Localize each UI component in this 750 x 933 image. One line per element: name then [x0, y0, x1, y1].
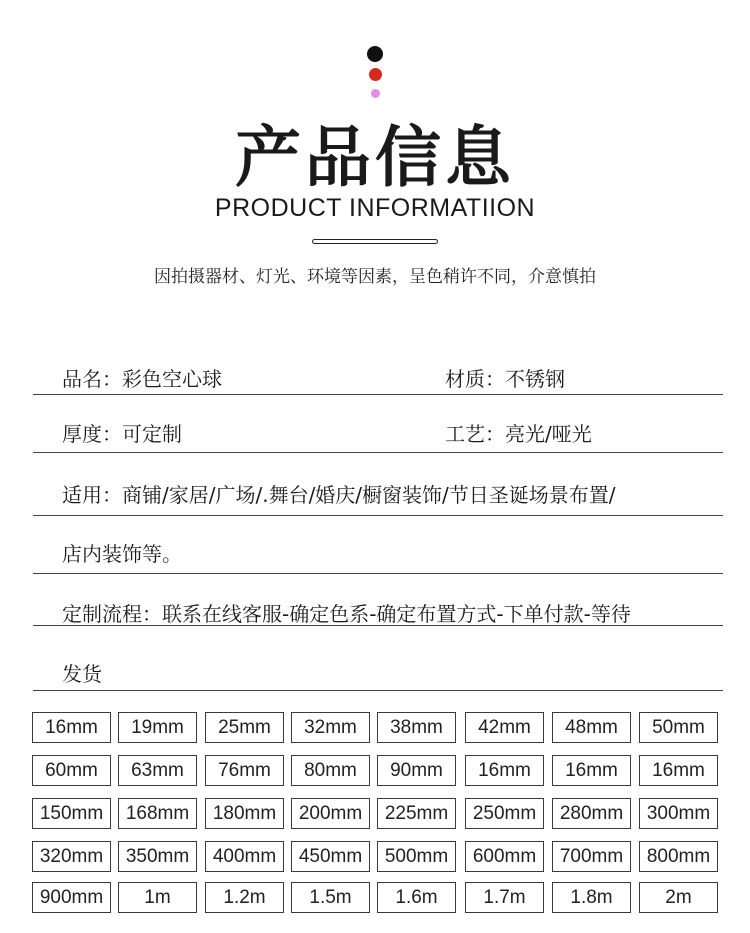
size-option: 16mm [639, 755, 718, 786]
size-option: 168mm [118, 798, 197, 829]
size-option: 225mm [377, 798, 456, 829]
size-option: 1.5m [291, 882, 370, 913]
size-option: 2m [639, 882, 718, 913]
size-option: 48mm [552, 712, 631, 743]
size-option: 60mm [32, 755, 111, 786]
spec-process-line1: 定制流程：联系在线客服-确定色系-确定布置方式-下单付款-等待 [62, 602, 631, 626]
title-divider [312, 239, 438, 244]
page-title: 产品信息 [235, 119, 515, 196]
spec-row-usage [33, 482, 723, 516]
spec-usage-line1: 适用：商铺/家居/广场/.舞台/婚庆/橱窗装饰/节日圣诞场景布置/ [62, 483, 616, 507]
size-option: 76mm [205, 755, 284, 786]
size-row [32, 841, 720, 872]
spec-process-line2: 发货 [62, 662, 102, 686]
size-option: 180mm [205, 798, 284, 829]
size-option: 16mm [465, 755, 544, 786]
spec-usage-line2: 店内装饰等。 [62, 542, 182, 566]
size-row [32, 798, 720, 829]
decor-dot-pink [371, 89, 380, 98]
size-option: 32mm [291, 712, 370, 743]
size-option: 300mm [639, 798, 718, 829]
size-option: 16mm [32, 712, 111, 743]
size-option: 42mm [465, 712, 544, 743]
spec-row-name-material [33, 366, 723, 395]
size-option: 1m [118, 882, 197, 913]
spec-name: 品名：彩色空心球 [62, 367, 222, 391]
size-option: 16mm [552, 755, 631, 786]
size-option: 250mm [465, 798, 544, 829]
size-option: 1.7m [465, 882, 544, 913]
decor-dot-black [367, 46, 383, 62]
size-option: 19mm [118, 712, 197, 743]
size-option: 400mm [205, 841, 284, 872]
size-option: 450mm [291, 841, 370, 872]
size-option: 63mm [118, 755, 197, 786]
color-disclaimer: 因拍摄器材、灯光、环境等因素，呈色稍许不同，介意慎拍 [154, 267, 596, 287]
size-option: 38mm [377, 712, 456, 743]
spec-row-usage-cont [33, 541, 723, 574]
size-option: 350mm [118, 841, 197, 872]
size-option: 1.2m [205, 882, 284, 913]
spec-row-thickness-craft [33, 421, 723, 453]
spec-craft: 工艺：亮光/哑光 [445, 422, 592, 446]
spec-material: 材质：不锈钢 [445, 367, 565, 391]
size-option: 600mm [465, 841, 544, 872]
size-row [32, 712, 720, 743]
page-subtitle: PRODUCT INFORMATIION [214, 194, 536, 222]
size-option: 280mm [552, 798, 631, 829]
size-option: 900mm [32, 882, 111, 913]
size-option: 90mm [377, 755, 456, 786]
size-option: 320mm [32, 841, 111, 872]
decor-dot-red [369, 68, 382, 81]
size-option: 800mm [639, 841, 718, 872]
size-option: 1.6m [377, 882, 456, 913]
spec-thickness: 厚度：可定制 [62, 422, 182, 446]
size-option: 700mm [552, 841, 631, 872]
size-option: 500mm [377, 841, 456, 872]
size-row [32, 882, 720, 913]
size-option: 200mm [291, 798, 370, 829]
size-option: 25mm [205, 712, 284, 743]
size-option: 1.8m [552, 882, 631, 913]
size-row [32, 755, 720, 786]
size-option: 150mm [32, 798, 111, 829]
spec-row-process-cont [33, 661, 723, 691]
size-option: 50mm [639, 712, 718, 743]
size-option: 80mm [291, 755, 370, 786]
spec-row-process [33, 601, 723, 626]
